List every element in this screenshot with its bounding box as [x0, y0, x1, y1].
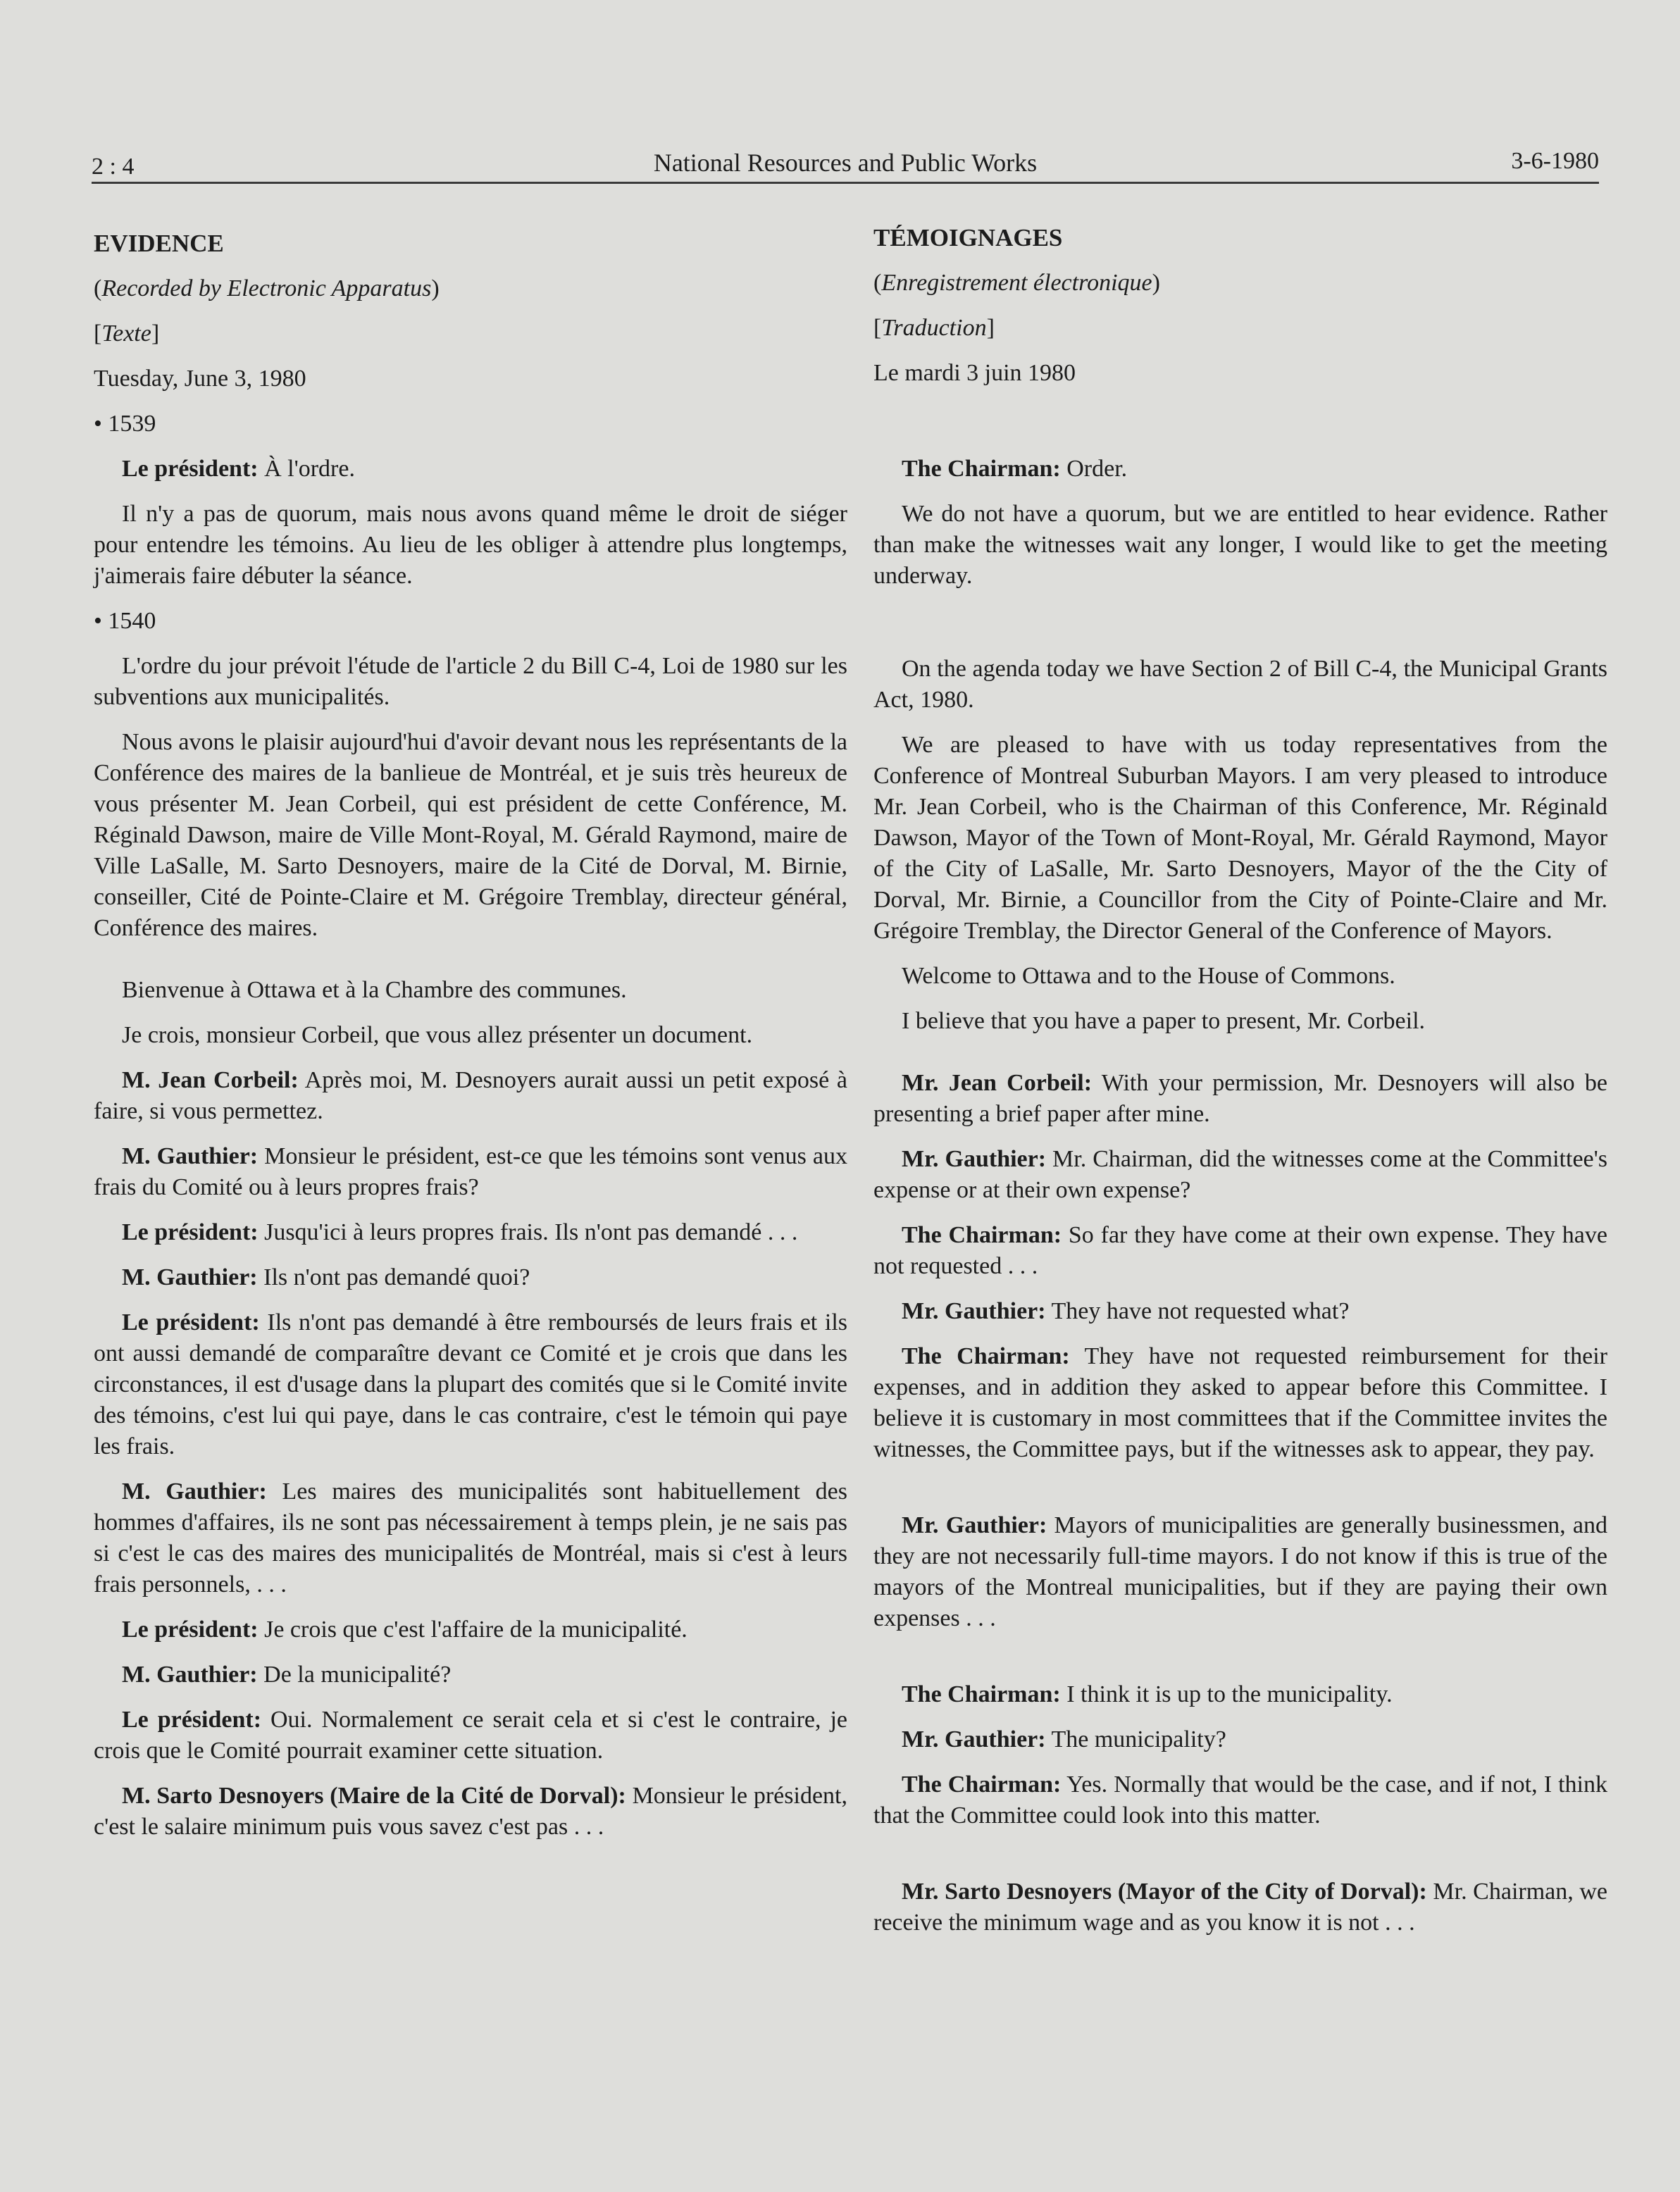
speaker: Mr. Gauthier:: [902, 1146, 1047, 1172]
speaker: Mr. Sarto Desnoyers (Mayor of the City of Dorval):: [902, 1879, 1427, 1905]
paragraph: [873, 1220, 1607, 1282]
paragraph: I believe that you have a paper to present, Mr. Corbeil.: [902, 1008, 1426, 1034]
paragraph: [94, 1781, 847, 1843]
paragraph: [94, 1614, 847, 1645]
speaker: The Chairman:: [902, 1681, 1061, 1707]
paragraph: [873, 1068, 1607, 1130]
paragraph: [873, 1876, 1607, 1938]
recorded-note: [873, 268, 1607, 299]
paragraph: [873, 1510, 1607, 1634]
speaker: Mr. Gauthier:: [902, 1726, 1046, 1752]
paragraph: We are pleased to have with us today representatives from the Conference of Montreal Suburban Mayors. I am very pleased to introduce Mr. Jean Corbeil, who is the Chairman of this Conference, Mr. Réginald Dawson, Mayor of the Town of Mont-Royal, Mr. Gérald Raymond, Mayor of the City of LaSalle, Mr. Sarto Desnoyers, Mayor of the the City of Dorval, Mr. Birnie, a Councillor from the City of Pointe-Claire and Mr. Grégoire Tremblay, the Director General of the Conference of Mayors.: [873, 732, 1607, 944]
paragraph: [873, 1679, 1607, 1710]
speech: Monsieur le président, c'est le salaire minimum puis vous savez c'est pas . . .: [94, 1783, 847, 1840]
paragraph: On the agenda today we have Section 2 of Bill C-4, the Municipal Grants Act, 1980.: [873, 656, 1607, 713]
recorded-note: [94, 273, 847, 304]
speaker: M. Jean Corbeil:: [122, 1067, 299, 1093]
recorded-close: ): [431, 275, 440, 301]
speaker: M. Gauthier:: [122, 1264, 258, 1290]
speech: So far they have come at their own expense. They have not requested . . .: [873, 1222, 1607, 1279]
speech: With your permission, Mr. Desnoyers will also be presenting a brief paper after mine.: [873, 1070, 1608, 1127]
speaker: Mr. Gauthier:: [902, 1512, 1047, 1538]
paragraph: [94, 1141, 847, 1203]
speech: Yes. Normally that would be the case, and if not, I think that the Committee could look into this matter.: [873, 1771, 1608, 1829]
speech: De la municipalité?: [257, 1662, 452, 1688]
recorded-close: ): [1152, 270, 1160, 296]
page-number: 2 : 4: [92, 154, 135, 180]
speaker: Mr. Jean Corbeil:: [902, 1070, 1093, 1096]
page-header: [92, 141, 1599, 185]
time-marker-1540: • 1540: [94, 608, 156, 634]
speech: Après moi, M. Desnoyers aurait aussi un petit exposé à faire, si vous permettez.: [94, 1067, 847, 1124]
speaker: Le président:: [122, 456, 259, 482]
paragraph: Il n'y a pas de quorum, mais nous avons quand même le droit de siéger pour entendre les témoins. Au lieu de les obliger à attendre plus longtemps, j'aimerais faire débuter la séance.: [94, 501, 847, 589]
recorded-open: (: [873, 270, 882, 296]
paragraph: Welcome to Ottawa and to the House of Commons.: [902, 963, 1395, 989]
speech: They have not requested what?: [1045, 1298, 1350, 1324]
paragraph: L'ordre du jour prévoit l'étude de l'article 2 du Bill C-4, Loi de 1980 sur les subventions aux municipalités.: [94, 653, 847, 710]
speaker: M. Gauthier:: [122, 1662, 258, 1688]
paragraph: Nous avons le plaisir aujourd'hui d'avoir devant nous les représentants de la Conférence des maires de la banlieue de Montréal, et je suis très heureux de vous présenter M. Jean Corbeil, qui est président de cette Conférence, M. Réginald Dawson, maire de Ville Mont-Royal, M. Gérald Raymond, maire de Ville LaSalle, M. Sarto Desnoyers, maire de la Cité de Dorval, M. Birnie, conseiller, Cité de Pointe-Claire et M. Grégoire Tremblay, directeur général, Conférence des maires.: [94, 729, 847, 941]
speech: They have not requested reimbursement for their expenses, and in addition they asked to appear before this Committee. I believe it is customary in most committees that if the Committee invites the witnesses, the Committee pays, but if the witnesses ask to appear, they pay.: [873, 1343, 1607, 1462]
traduction-open: [: [873, 315, 882, 341]
evidence-heading: EVIDENCE: [94, 230, 224, 257]
speaker: M. Gauthier:: [122, 1478, 267, 1505]
speech: Mayors of municipalities are generally businessmen, and they are not necessarily full-time mayors. I do not know if this is true of the mayors of the Montreal municipalities, but if they are paying their own expenses . . .: [873, 1512, 1607, 1631]
speech: Je crois que c'est l'affaire de la municipalité.: [258, 1617, 687, 1643]
speaker: The Chairman:: [902, 1222, 1062, 1248]
paragraph: Bienvenue à Ottawa et à la Chambre des communes.: [122, 977, 627, 1003]
speaker: M. Sarto Desnoyers (Maire de la Cité de Dorval):: [122, 1783, 626, 1809]
paragraph: Je crois, monsieur Corbeil, que vous allez présenter un document.: [122, 1022, 753, 1048]
speech: Oui. Normalement ce serait cela et si c'est le contraire, je crois que le Comité pourrait examiner cette situation.: [94, 1707, 848, 1764]
speaker: Le président:: [122, 1309, 260, 1335]
speaker: Mr. Gauthier:: [902, 1298, 1046, 1324]
paragraph: [94, 454, 847, 485]
speech: Ils n'ont pas demandé quoi?: [257, 1264, 530, 1290]
speaker: Le président:: [122, 1219, 259, 1245]
paragraph: [94, 1705, 847, 1767]
paragraph: [873, 454, 1607, 485]
texte-note: [94, 318, 847, 349]
paragraph: [873, 1144, 1607, 1206]
speech: Mr. Chairman, we receive the minimum wage and as you know it is not . . .: [873, 1879, 1607, 1936]
paragraph: [94, 1262, 847, 1293]
traduction-text: Traduction: [881, 315, 987, 341]
speech: Order.: [1060, 456, 1128, 482]
paragraph: [94, 1217, 847, 1248]
sitting-date: Tuesday, June 3, 1980: [94, 366, 306, 392]
paragraph: [94, 1065, 847, 1127]
speaker: Le président:: [122, 1707, 262, 1733]
paragraph: [873, 1769, 1607, 1831]
paragraph: [94, 1659, 847, 1690]
recorded-text: Recorded by Electronic Apparatus: [101, 275, 432, 301]
recorded-text: Enregistrement électronique: [881, 270, 1152, 296]
paragraph: [94, 1307, 847, 1462]
speaker: The Chairman:: [902, 1771, 1062, 1798]
sitting-date: Le mardi 3 juin 1980: [873, 360, 1076, 386]
speech: Les maires des municipalités sont habituellement des hommes d'affaires, ils ne sont pas nécessairement à temps plein, je ne sais pas si c'est le cas des maires des municipalités de Montréal, mais si c'est à leurs frais personnels, . . .: [94, 1478, 847, 1598]
speaker: The Chairman:: [902, 456, 1061, 482]
paragraph: [873, 1341, 1607, 1465]
recorded-open: (: [94, 275, 102, 301]
traduction-close: ]: [986, 315, 995, 341]
texte-text: Texte: [101, 320, 151, 347]
paragraph: [873, 1296, 1607, 1327]
french-column: [94, 224, 847, 1843]
running-title: National Resources and Public Works: [653, 149, 1038, 177]
paragraph: [873, 1724, 1607, 1755]
header-rule: [92, 182, 1599, 184]
header-date: 3-6-1980: [1511, 148, 1599, 174]
speech: Mr. Chairman, did the witnesses come at the Committee's expense or at their own expense?: [873, 1146, 1607, 1203]
speaker: The Chairman:: [902, 1343, 1070, 1369]
speech: I think it is up to the municipality.: [1060, 1681, 1393, 1707]
speech: The municipality?: [1045, 1726, 1226, 1752]
speaker: Le président:: [122, 1617, 259, 1643]
time-marker-1539: • 1539: [94, 411, 156, 437]
speech: À l'ordre.: [258, 456, 355, 482]
temoignages-heading: TÉMOIGNAGES: [873, 224, 1063, 251]
paragraph: We do not have a quorum, but we are entitled to hear evidence. Rather than make the witnesses wait any longer, I would like to get the meeting underway.: [873, 501, 1607, 589]
speech: Monsieur le président, est-ce que les témoins sont venus aux frais du Comité ou à leurs propres frais?: [94, 1143, 847, 1200]
texte-close: ]: [151, 320, 160, 347]
speech: Ils n'ont pas demandé à être remboursés de leurs frais et ils ont aussi demandé de comparaître devant ce Comité et je crois que dans les circonstances, il est d'usage dans la plupart des comités que si le Comité invite des témoins, c'est lui qui paye, dans le cas contraire, c'est le témoin qui paye les frais.: [94, 1309, 847, 1459]
speech: Jusqu'ici à leurs propres frais. Ils n'ont pas demandé . . .: [258, 1219, 798, 1245]
paragraph: [94, 1476, 847, 1600]
traduction-note: [873, 313, 1607, 344]
texte-open: [: [94, 320, 102, 347]
speaker: M. Gauthier:: [122, 1143, 259, 1169]
english-column: [873, 218, 1607, 1938]
